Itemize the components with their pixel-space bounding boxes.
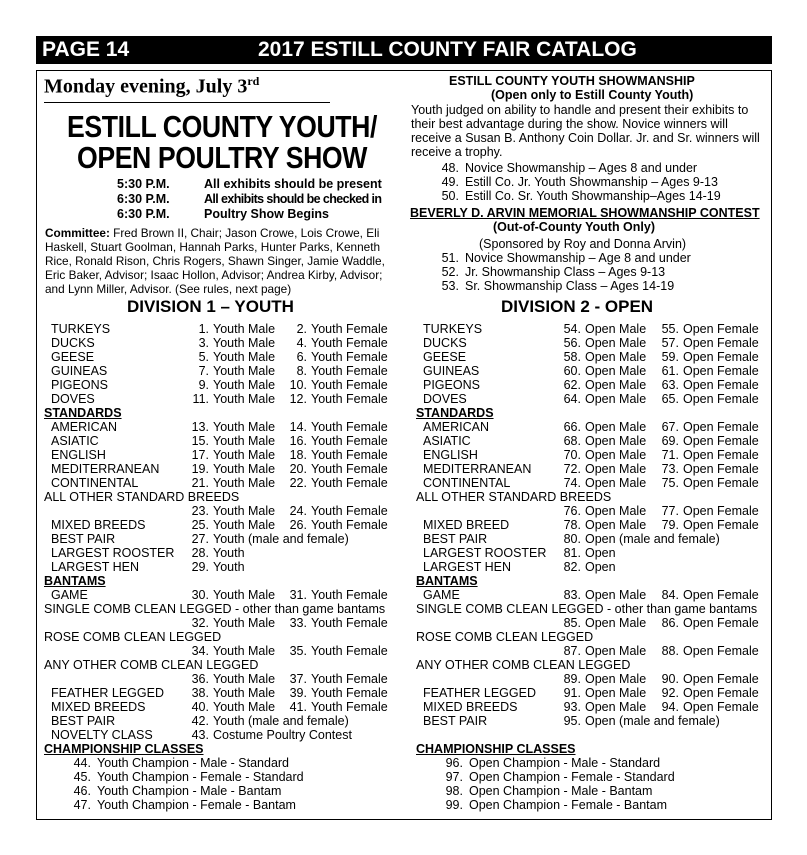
class-number: 21. xyxy=(191,476,209,490)
class-number: 49. xyxy=(441,175,459,189)
class-number: 72. xyxy=(563,462,581,476)
class-category: TURKEYS xyxy=(51,322,111,336)
class-category: DOVES xyxy=(51,392,95,406)
class-category: GAME xyxy=(423,588,460,602)
class-entry: Open Female xyxy=(683,448,759,462)
class-category: BEST PAIR xyxy=(423,532,488,546)
catalog-title: 2017 ESTILL COUNTY FAIR CATALOG xyxy=(258,38,637,61)
class-number: 25. xyxy=(191,518,209,532)
class-category: AMERICAN xyxy=(423,420,489,434)
class-number: 55. xyxy=(661,322,679,336)
class-number: 86. xyxy=(661,616,679,630)
class-entry: Youth Male xyxy=(213,700,276,714)
class-category: ROSE COMB CLEAN LEGGED xyxy=(44,630,222,644)
class-number: 67. xyxy=(661,420,679,434)
class-entry: Youth (male and female) xyxy=(213,532,349,546)
class-entry: Open Male xyxy=(585,336,647,350)
class-entry: Costume Poultry Contest xyxy=(213,728,352,742)
class-entry: Open Female xyxy=(683,420,759,434)
class-category: ANY OTHER COMB CLEAN LEGGED xyxy=(416,658,631,672)
section-heading: BANTAMS xyxy=(416,574,478,588)
class-category: MIXED BREEDS xyxy=(51,700,146,714)
class-number: 70. xyxy=(563,448,581,462)
class-number: 42. xyxy=(191,714,209,728)
show-date: Monday evening, July 3rd xyxy=(44,74,260,98)
class-entry: Youth Male xyxy=(213,672,276,686)
class-entry: Youth Female xyxy=(311,616,388,630)
class-entry: Youth Male xyxy=(213,518,276,532)
class-entry: Open Female xyxy=(683,336,759,350)
class-category: LARGEST ROOSTER xyxy=(51,546,175,560)
class-number: 76. xyxy=(563,504,581,518)
class-entry: Open Female xyxy=(683,322,759,336)
championship-class: Youth Champion - Male - Bantam xyxy=(97,784,282,798)
class-number: 41. xyxy=(289,700,307,714)
class-number: 28. xyxy=(191,546,209,560)
date-underline xyxy=(44,102,330,103)
class-category: SINGLE COMB CLEAN LEGGED - other than game bantams xyxy=(416,602,758,616)
class-number: 50. xyxy=(441,189,459,203)
class-number: 66. xyxy=(563,420,581,434)
class-number: 92. xyxy=(661,686,679,700)
class-entry: Youth Female xyxy=(311,350,388,364)
class-number: 57. xyxy=(661,336,679,350)
class-category: NOVELTY CLASS xyxy=(51,728,153,742)
class-category: FEATHER LEGGED xyxy=(423,686,536,700)
class-category: LARGEST HEN xyxy=(423,560,511,574)
class-number: 20. xyxy=(289,462,307,476)
class-entry: Open Male xyxy=(585,420,647,434)
class-number: 24. xyxy=(289,504,307,518)
class-entry: Open Male xyxy=(585,518,647,532)
class-number: 69. xyxy=(661,434,679,448)
class-entry: Open Female xyxy=(683,672,759,686)
class-entry: Youth Male xyxy=(213,686,276,700)
class-number: 91. xyxy=(563,686,581,700)
class-entry: Youth Male xyxy=(213,322,276,336)
class-number: 97. xyxy=(445,770,463,784)
class-number: 23. xyxy=(191,504,209,518)
class-number: 94. xyxy=(661,700,679,714)
class-entry: Youth Male xyxy=(213,448,276,462)
championship-class: Open Champion - Male - Bantam xyxy=(469,784,653,798)
class-number: 26. xyxy=(289,518,307,532)
class-entry: Youth Female xyxy=(311,378,388,392)
class-entry: Jr. Showmanship Class – Ages 9-13 xyxy=(465,265,666,279)
class-number: 82. xyxy=(563,560,581,574)
class-entry: Youth Male xyxy=(213,336,276,350)
class-entry: Open xyxy=(585,546,616,560)
class-category: ASIATIC xyxy=(423,434,471,448)
page-number: PAGE 14 xyxy=(42,38,130,61)
class-entry: Open Male xyxy=(585,434,647,448)
class-category: GEESE xyxy=(51,350,95,364)
class-number: 59. xyxy=(661,350,679,364)
class-entry: Open Female xyxy=(683,686,759,700)
class-category: LARGEST ROOSTER xyxy=(423,546,547,560)
class-entry: Youth Female xyxy=(311,518,388,532)
class-entry: Sr. Showmanship Class – Ages 14-19 xyxy=(465,279,675,293)
class-number: 36. xyxy=(191,672,209,686)
class-entry: Youth (male and female) xyxy=(213,714,349,728)
class-category: GEESE xyxy=(423,350,467,364)
class-entry: Youth Female xyxy=(311,336,388,350)
championship-class: Open Champion - Female - Standard xyxy=(469,770,675,784)
class-entry: Youth Female xyxy=(311,700,388,714)
class-category: GUINEAS xyxy=(423,364,480,378)
class-number: 88. xyxy=(661,644,679,658)
division-2-title: DIVISION 2 - OPEN xyxy=(501,297,654,316)
class-entry: Youth Male xyxy=(213,364,276,378)
class-entry: Open Female xyxy=(683,504,759,518)
class-number: 71. xyxy=(661,448,679,462)
class-number: 77. xyxy=(661,504,679,518)
class-entry: Youth Male xyxy=(213,350,276,364)
division-1-title: DIVISION 1 – YOUTH xyxy=(127,297,294,316)
class-category: GAME xyxy=(51,588,88,602)
class-entry: Open Female xyxy=(683,462,759,476)
class-category: BEST PAIR xyxy=(51,714,116,728)
class-number: 80. xyxy=(563,532,581,546)
championship-class: Youth Champion - Female - Bantam xyxy=(97,798,296,812)
class-category: PIGEONS xyxy=(51,378,108,392)
class-entry: Open Male xyxy=(585,686,647,700)
show-title-line-1: ESTILL COUNTY YOUTH/ xyxy=(67,109,377,144)
class-entry: Open xyxy=(585,560,616,574)
class-number: 5. xyxy=(198,350,209,364)
class-number: 31. xyxy=(289,588,307,602)
class-category: ALL OTHER STANDARD BREEDS xyxy=(44,490,240,504)
class-entry: Youth Male xyxy=(213,476,276,490)
class-number: 9. xyxy=(198,378,209,392)
class-entry: Open Male xyxy=(585,462,647,476)
class-number: 43. xyxy=(191,728,209,742)
class-entry: Open Female xyxy=(683,644,759,658)
class-number: 33. xyxy=(289,616,307,630)
class-number: 32. xyxy=(191,616,209,630)
class-number: 96. xyxy=(445,756,463,770)
class-category: ANY OTHER COMB CLEAN LEGGED xyxy=(44,658,259,672)
class-entry: Open Female xyxy=(683,392,759,406)
committee-text: Committee: Fred Brown II, Chair; Jason Crowe, Lois Crowe, Eli Haskell, Stuart Goolman, Hannah Parks, Hunter Parks, Kenneth Rice, Ronald Rison, Chris Rogers, Shawn Singer, Jamie Waddle, Eric Baker, Advisor; Isaac Hollon, Advisor; Andrea Kirby, Advisor; and Lynn Miller, Advisor. (See rules, next page) xyxy=(45,226,385,296)
class-category: FEATHER LEGGED xyxy=(51,686,164,700)
class-number: 68. xyxy=(563,434,581,448)
class-number: 99. xyxy=(445,798,463,812)
class-number: 64. xyxy=(563,392,581,406)
class-number: 12. xyxy=(289,392,307,406)
class-number: 3. xyxy=(198,336,209,350)
class-entry: Youth Female xyxy=(311,644,388,658)
class-category: ENGLISH xyxy=(423,448,478,462)
class-number: 18. xyxy=(289,448,307,462)
arvin-contest-title: BEVERLY D. ARVIN MEMORIAL SHOWMANSHIP CONTEST xyxy=(410,206,760,220)
class-entry: Open Male xyxy=(585,588,647,602)
class-number: 60. xyxy=(563,364,581,378)
class-category: DUCKS xyxy=(51,336,95,350)
class-number: 46. xyxy=(73,784,91,798)
class-number: 27. xyxy=(191,532,209,546)
class-entry: Youth Male xyxy=(213,644,276,658)
schedule-event: All exhibits should be present xyxy=(204,177,382,191)
class-category: ENGLISH xyxy=(51,448,106,462)
class-entry: Novice Showmanship – Ages 8 and under xyxy=(465,161,698,175)
class-category: MIXED BREEDS xyxy=(51,518,146,532)
class-number: 98. xyxy=(445,784,463,798)
championship-class: Youth Champion - Female - Standard xyxy=(97,770,304,784)
class-entry: Open Female xyxy=(683,378,759,392)
class-number: 54. xyxy=(563,322,581,336)
class-number: 81. xyxy=(563,546,581,560)
schedule-event: Poultry Show Begins xyxy=(204,207,330,221)
class-number: 8. xyxy=(296,364,307,378)
class-entry: Youth Female xyxy=(311,672,388,686)
class-entry: Youth Male xyxy=(213,420,276,434)
class-number: 30. xyxy=(191,588,209,602)
class-entry: Youth Male xyxy=(213,504,276,518)
class-entry: Open Female xyxy=(683,476,759,490)
class-number: 14. xyxy=(289,420,307,434)
class-number: 4. xyxy=(296,336,307,350)
class-number: 40. xyxy=(191,700,209,714)
class-number: 35. xyxy=(289,644,307,658)
class-number: 75. xyxy=(661,476,679,490)
class-category: MIXED BREED xyxy=(423,518,510,532)
section-heading: BANTAMS xyxy=(44,574,106,588)
show-title-line-2: OPEN POULTRY SHOW xyxy=(77,140,367,175)
class-number: 1. xyxy=(198,322,209,336)
class-category: DOVES xyxy=(423,392,467,406)
class-entry: Youth Female xyxy=(311,448,388,462)
class-entry: Open Female xyxy=(683,700,759,714)
class-entry: Open Male xyxy=(585,378,647,392)
class-number: 19. xyxy=(191,462,209,476)
showmanship-subtitle: (Open only to Estill County Youth) xyxy=(491,88,694,102)
class-category: MIXED BREEDS xyxy=(423,700,518,714)
class-category: SINGLE COMB CLEAN LEGGED - other than game bantams xyxy=(44,602,386,616)
class-number: 52. xyxy=(441,265,459,279)
class-category: BEST PAIR xyxy=(423,714,488,728)
class-entry: Estill Co. Sr. Youth Showmanship–Ages 14-19 xyxy=(465,189,721,203)
class-number: 87. xyxy=(563,644,581,658)
class-entry: Open Female xyxy=(683,364,759,378)
section-heading: CHAMPIONSHIP CLASSES xyxy=(416,742,576,756)
class-number: 95. xyxy=(563,714,581,728)
class-entry: Youth xyxy=(213,546,245,560)
class-category: LARGEST HEN xyxy=(51,560,139,574)
class-entry: Youth Male xyxy=(213,616,276,630)
schedule-time: 6:30 P.M. xyxy=(117,207,170,221)
class-entry: Open Female xyxy=(683,518,759,532)
championship-class: Open Champion - Male - Standard xyxy=(469,756,661,770)
class-entry: Youth xyxy=(213,560,245,574)
class-number: 22. xyxy=(289,476,307,490)
class-entry: Open Female xyxy=(683,350,759,364)
class-entry: Open Male xyxy=(585,364,647,378)
class-entry: Estill Co. Jr. Youth Showmanship – Ages 9-13 xyxy=(465,175,718,189)
class-entry: Youth Male xyxy=(213,392,276,406)
class-entry: Youth Female xyxy=(311,322,388,336)
class-entry: Youth Female xyxy=(311,686,388,700)
championship-class: Youth Champion - Male - Standard xyxy=(97,756,290,770)
class-category: ASIATIC xyxy=(51,434,99,448)
class-entry: Open Female xyxy=(683,434,759,448)
schedule-event: All exhibits should be checked in xyxy=(204,192,382,206)
class-number: 47. xyxy=(73,798,91,812)
class-category: BEST PAIR xyxy=(51,532,116,546)
class-number: 37. xyxy=(289,672,307,686)
class-entry: Youth Female xyxy=(311,392,388,406)
class-category: MEDITERRANEAN xyxy=(423,462,532,476)
class-number: 93. xyxy=(563,700,581,714)
class-entry: Youth Female xyxy=(311,420,388,434)
class-entry: Youth Male xyxy=(213,434,276,448)
class-number: 53. xyxy=(441,279,459,293)
arvin-contest-subtitle: (Out-of-County Youth Only) xyxy=(493,220,655,234)
class-number: 29. xyxy=(191,560,209,574)
class-number: 6. xyxy=(296,350,307,364)
class-number: 45. xyxy=(73,770,91,784)
championship-class: Open Champion - Female - Bantam xyxy=(469,798,668,812)
showmanship-title: ESTILL COUNTY YOUTH SHOWMANSHIP xyxy=(449,74,695,88)
class-number: 74. xyxy=(563,476,581,490)
class-number: 2. xyxy=(296,322,307,336)
class-number: 62. xyxy=(563,378,581,392)
class-number: 17. xyxy=(191,448,209,462)
class-entry: Youth Female xyxy=(311,364,388,378)
class-category: CONTINENTAL xyxy=(51,476,139,490)
class-category: ALL OTHER STANDARD BREEDS xyxy=(416,490,612,504)
class-category: PIGEONS xyxy=(423,378,480,392)
class-number: 85. xyxy=(563,616,581,630)
class-category: CONTINENTAL xyxy=(423,476,511,490)
class-entry: Open Female xyxy=(683,616,759,630)
class-entry: Open Female xyxy=(683,588,759,602)
class-entry: Youth Male xyxy=(213,588,276,602)
class-number: 61. xyxy=(661,364,679,378)
class-number: 15. xyxy=(191,434,209,448)
class-entry: Novice Showmanship – Age 8 and under xyxy=(465,251,691,265)
schedule-time: 6:30 P.M. xyxy=(117,192,170,206)
class-entry: Open (male and female) xyxy=(585,532,720,546)
section-heading: STANDARDS xyxy=(416,406,494,420)
class-number: 38. xyxy=(191,686,209,700)
class-entry: Open Male xyxy=(585,350,647,364)
class-number: 10. xyxy=(289,378,307,392)
class-entry: Open Male xyxy=(585,672,647,686)
class-entry: Youth Female xyxy=(311,434,388,448)
class-entry: Open Male xyxy=(585,644,647,658)
class-number: 39. xyxy=(289,686,307,700)
class-number: 7. xyxy=(198,364,209,378)
page-header xyxy=(36,36,772,64)
class-number: 34. xyxy=(191,644,209,658)
class-entry: Open (male and female) xyxy=(585,714,720,728)
class-number: 11. xyxy=(192,392,209,406)
class-number: 16. xyxy=(289,434,307,448)
class-entry: Open Male xyxy=(585,448,647,462)
class-number: 56. xyxy=(563,336,581,350)
class-number: 84. xyxy=(661,588,679,602)
section-heading: CHAMPIONSHIP CLASSES xyxy=(44,742,204,756)
class-number: 58. xyxy=(563,350,581,364)
class-entry: Youth Male xyxy=(213,378,276,392)
class-category: GUINEAS xyxy=(51,364,108,378)
class-entry: Open Male xyxy=(585,476,647,490)
class-number: 65. xyxy=(661,392,679,406)
schedule-time: 5:30 P.M. xyxy=(117,177,170,191)
class-category: TURKEYS xyxy=(423,322,483,336)
class-category: AMERICAN xyxy=(51,420,117,434)
showmanship-description: Youth judged on ability to handle and present their exhibits to their best advantage during the show. Novice winners will receive a Susan B. Anthony Coin Dollar. Jr. and Sr. winners will receive a trophy. xyxy=(411,103,760,159)
class-entry: Youth Female xyxy=(311,462,388,476)
class-number: 51. xyxy=(441,251,459,265)
class-category: MEDITERRANEAN xyxy=(51,462,160,476)
class-category: ROSE COMB CLEAN LEGGED xyxy=(416,630,594,644)
class-number: 83. xyxy=(563,588,581,602)
class-entry: Youth Male xyxy=(213,462,276,476)
class-number: 89. xyxy=(563,672,581,686)
class-number: 78. xyxy=(563,518,581,532)
class-entry: Open Male xyxy=(585,700,647,714)
class-number: 63. xyxy=(661,378,679,392)
class-number: 48. xyxy=(441,161,459,175)
class-number: 13. xyxy=(191,420,209,434)
class-number: 44. xyxy=(73,756,91,770)
class-entry: Youth Female xyxy=(311,588,388,602)
arvin-sponsor: (Sponsored by Roy and Donna Arvin) xyxy=(479,237,687,251)
class-number: 79. xyxy=(661,518,679,532)
class-category: DUCKS xyxy=(423,336,467,350)
class-entry: Open Male xyxy=(585,392,647,406)
class-entry: Youth Female xyxy=(311,476,388,490)
section-heading: STANDARDS xyxy=(44,406,122,420)
class-entry: Open Male xyxy=(585,504,647,518)
class-entry: Open Male xyxy=(585,616,647,630)
class-number: 73. xyxy=(661,462,679,476)
class-number: 90. xyxy=(661,672,679,686)
class-entry: Open Male xyxy=(585,322,647,336)
content-frame xyxy=(36,70,772,820)
class-entry: Youth Female xyxy=(311,504,388,518)
